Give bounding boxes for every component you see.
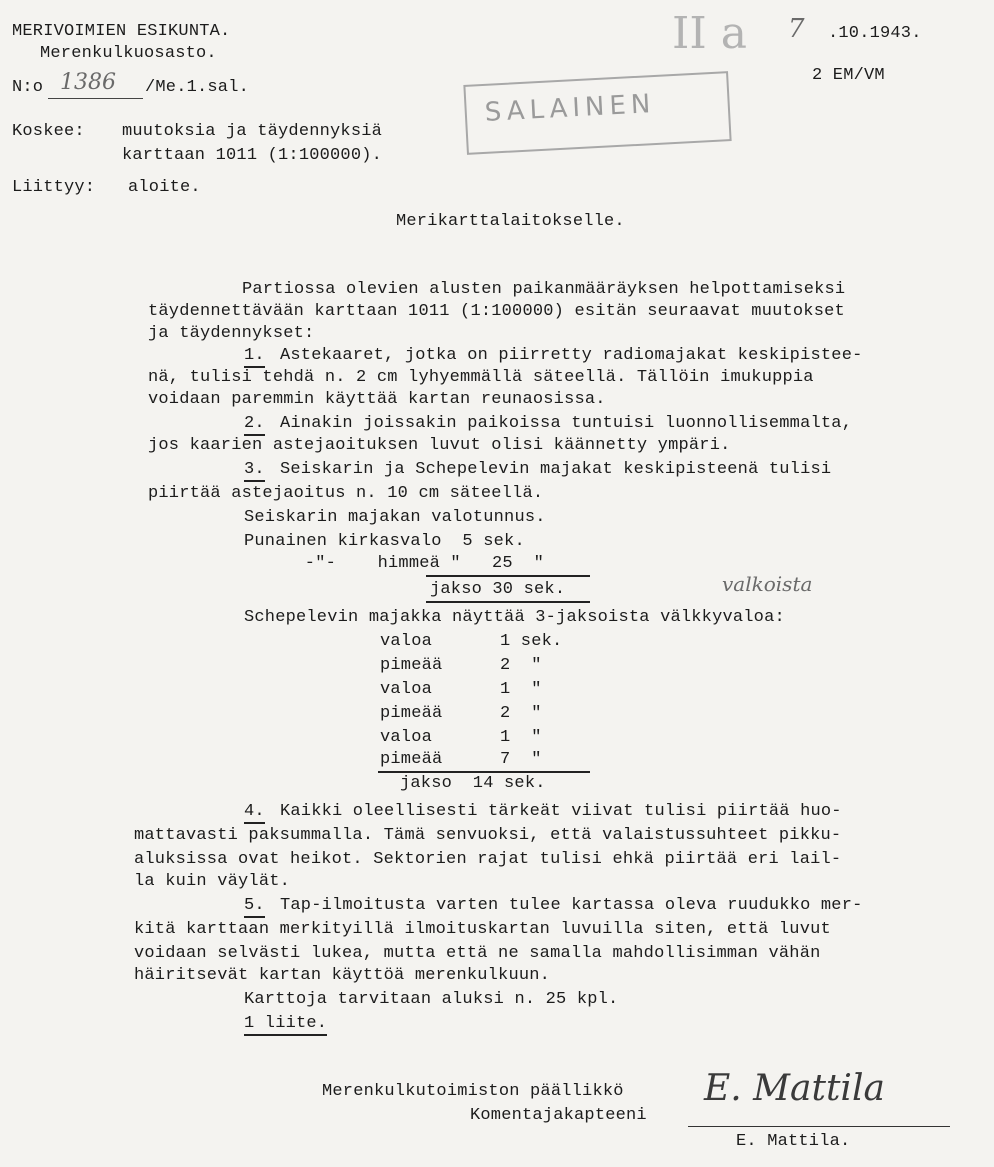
intro-line-2: täydennettävään karttaan 1011 (1:100000) esitän seuraavat muutokset bbox=[148, 302, 845, 321]
org-name: MERIVOIMIEN ESIKUNTA. bbox=[12, 22, 231, 41]
department-name: Merenkulkuosasto. bbox=[40, 44, 217, 63]
related-value: aloite. bbox=[128, 178, 201, 197]
archive-note-handwritten: II a bbox=[672, 8, 747, 59]
copies-line: Karttoja tarvitaan aluksi n. 25 kpl. bbox=[244, 990, 619, 1009]
item-5-line-2: kitä karttaan merkityillä ilmoituskartan luvuilla siten, että luvut bbox=[134, 920, 831, 939]
item-1-line-1: Astekaaret, jotka on piirretty radiomajakat keskipistee- bbox=[280, 346, 863, 365]
item-4-line-2: mattavasti paksummalla. Tämä senvuoksi, että valaistussuhteet pikku- bbox=[134, 826, 842, 845]
item-5-line-1: Tap-ilmoitusta varten tulee kartassa oleva ruudukko mer- bbox=[280, 896, 863, 915]
schepelev-sum-rule bbox=[378, 771, 590, 773]
ref-suffix: /Me.1.sal. bbox=[145, 78, 250, 97]
em-reference: 2 EM/VM bbox=[812, 66, 885, 85]
signature-line bbox=[688, 1126, 950, 1127]
item-5-line-3: voidaan selvästi lukea, mutta että ne samalla mahdollisimman vähän bbox=[134, 944, 821, 963]
date: .10.1943. bbox=[828, 24, 922, 43]
secret-stamp bbox=[463, 71, 731, 155]
signature-title-1: Merenkulkutoimiston päällikkö bbox=[322, 1082, 624, 1101]
item-2-line-1: Ainakin joissakin paikoissa tuntuisi luonnollisemmalta, bbox=[280, 414, 853, 433]
related-label: Liittyy: bbox=[12, 178, 96, 197]
schepelev-row-6-value: 7 " bbox=[500, 750, 542, 769]
schepelev-row-6-label: pimeää bbox=[380, 750, 443, 769]
item-4-line-4: la kuin väylät. bbox=[134, 872, 291, 891]
subject-line-2: karttaan 1011 (1:100000). bbox=[122, 146, 383, 165]
schepelev-row-1-label: valoa bbox=[380, 632, 433, 651]
item-2-line-2: jos kaarien astejaoituksen luvut olisi käännetty ympäri. bbox=[148, 436, 731, 455]
seiskari-sum-rule bbox=[426, 575, 590, 577]
item-1-line-2: nä, tulisi tehdä n. 2 cm lyhyemmällä säteellä. Tällöin imukuppia bbox=[148, 368, 814, 387]
item-5-number: 5. bbox=[244, 896, 265, 918]
recipient: Merikarttalaitokselle. bbox=[396, 212, 625, 231]
item-3-line-3: Seiskarin majakan valotunnus. bbox=[244, 508, 546, 527]
item-4-number: 4. bbox=[244, 802, 265, 824]
item-2-number: 2. bbox=[244, 414, 265, 436]
schepelev-total: jakso 14 sek. bbox=[400, 774, 546, 793]
schepelev-row-3-value: 1 " bbox=[500, 680, 542, 699]
intro-line-1: Partiossa olevien alusten paikanmääräyksen helpottamiseksi bbox=[242, 280, 846, 299]
item-4-line-1: Kaikki oleellisesti tärkeät viivat tulisi piirtää huo- bbox=[280, 802, 842, 821]
item-3-line-1: Seiskarin ja Schepelevin majakat keskipisteenä tulisi bbox=[280, 460, 832, 479]
schepelev-row-1-value: 1 sek. bbox=[500, 632, 563, 651]
item-3-line-2: piirtää astejaoitus n. 10 cm säteellä. bbox=[148, 484, 544, 503]
schepelev-line: Schepelevin majakka näyttää 3-jaksoista välkkyvaloa: bbox=[244, 608, 785, 627]
signatory-name: E. Mattila. bbox=[736, 1132, 851, 1151]
schepelev-row-5-value: 1 " bbox=[500, 728, 542, 747]
schepelev-row-2-label: pimeää bbox=[380, 656, 443, 675]
seiskari-row-1: Punainen kirkasvalo 5 sek. bbox=[244, 532, 525, 551]
handwritten-signature: E. Mattila bbox=[704, 1068, 885, 1109]
seiskari-total-rule bbox=[426, 601, 590, 603]
seiskari-row-2: -"- himmeä " 25 " bbox=[284, 554, 545, 573]
signature-title-2: Komentajakapteeni bbox=[470, 1106, 647, 1125]
ref-number-handwritten: 1386 bbox=[60, 70, 116, 95]
schepelev-row-3-label: valoa bbox=[380, 680, 433, 699]
item-1-line-3: voidaan paremmin käyttää kartan reunaosissa. bbox=[148, 390, 606, 409]
schepelev-row-5-label: valoa bbox=[380, 728, 433, 747]
subject-label: Koskee: bbox=[12, 122, 85, 141]
schepelev-row-4-label: pimeää bbox=[380, 704, 443, 723]
subject-line-1: muutoksia ja täydennyksiä bbox=[122, 122, 383, 141]
attachment-line: 1 liite. bbox=[244, 1014, 327, 1036]
item-3-number: 3. bbox=[244, 460, 265, 482]
ref-number-line bbox=[48, 98, 143, 99]
seiskari-total: jakso 30 sek. bbox=[430, 580, 566, 599]
ref-prefix: N:o bbox=[12, 78, 44, 97]
date-day-handwritten: 7 bbox=[788, 14, 805, 44]
schepelev-row-2-value: 2 " bbox=[500, 656, 542, 675]
item-5-line-4: häiritsevät kartan käyttöä merenkulkuun. bbox=[134, 966, 551, 985]
schepelev-row-4-value: 2 " bbox=[500, 704, 542, 723]
stamp-text: SALAINEN bbox=[484, 88, 657, 128]
item-4-line-3: aluksissa ovat heikot. Sektorien rajat tulisi ehkä piirtää eri lail- bbox=[134, 850, 842, 869]
item-1-number: 1. bbox=[244, 346, 265, 368]
handwritten-note-valkoista: valkoista bbox=[722, 572, 813, 596]
intro-line-3: ja täydennykset: bbox=[148, 324, 315, 343]
